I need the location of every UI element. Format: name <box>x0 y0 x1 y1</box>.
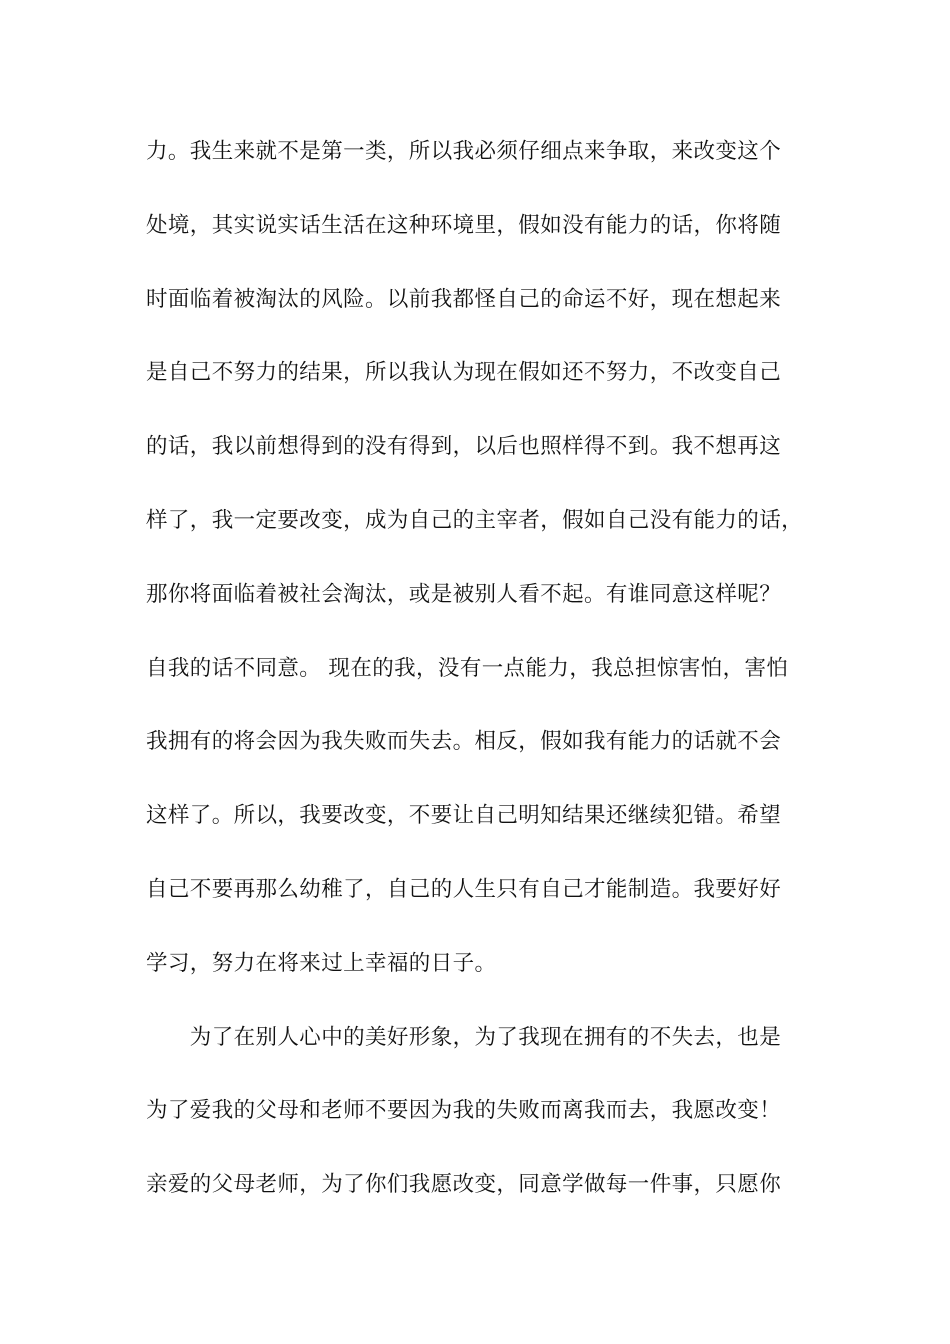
text-line-11: 自己不要再那么幼稚了，自己的人生只有自己才能制造。我要好好 <box>146 876 782 902</box>
text-line-2: 处境，其实说实话生活在这种环境里，假如没有能力的话，你将随 <box>146 212 782 238</box>
text-line-6: 样了，我一定要改变，成为自己的主宰者，假如自己没有能力的话， <box>146 507 804 533</box>
text-line-4: 是自己不努力的结果，所以我认为现在假如还不努力，不改变自己 <box>146 360 782 386</box>
text-line-7: 那你将面临着被社会淘汰，或是被别人看不起。有谁同意这样呢？ <box>146 581 782 607</box>
text-line-15: 亲爱的父母老师，为了你们我愿改变，同意学做每一件事，只愿你 <box>146 1172 782 1198</box>
text-line-1: 力。我生来就不是第一类，所以我必须仔细点来争取，来改变这个 <box>146 139 782 164</box>
text-line-10: 这样了。所以，我要改变，不要让自己明知结果还继续犯错。希望 <box>146 803 782 829</box>
body-text <box>146 129 836 1236</box>
text-line-13: 为了在别人心中的美好形象，为了我现在拥有的不失去，也是 <box>146 1024 782 1050</box>
text-line-8: 自我的话不同意。 现在的我，没有一点能力，我总担惊害怕，害怕 <box>146 655 789 681</box>
text-line-3: 时面临着被淘汰的风险。以前我都怪自己的命运不好，现在想起来 <box>146 286 782 312</box>
text-line-12: 学习，努力在将来过上幸福的日子。 <box>146 950 497 976</box>
text-line-9: 我拥有的将会因为我失败而失去。相反，假如我有能力的话就不会 <box>146 729 782 755</box>
text-line-5: 的话，我以前想得到的没有得到，以后也照样得不到。我不想再这 <box>146 434 782 460</box>
text-line-14: 为了爱我的父母和老师不要因为我的失败而离我而去，我愿改变！ <box>146 1098 782 1124</box>
